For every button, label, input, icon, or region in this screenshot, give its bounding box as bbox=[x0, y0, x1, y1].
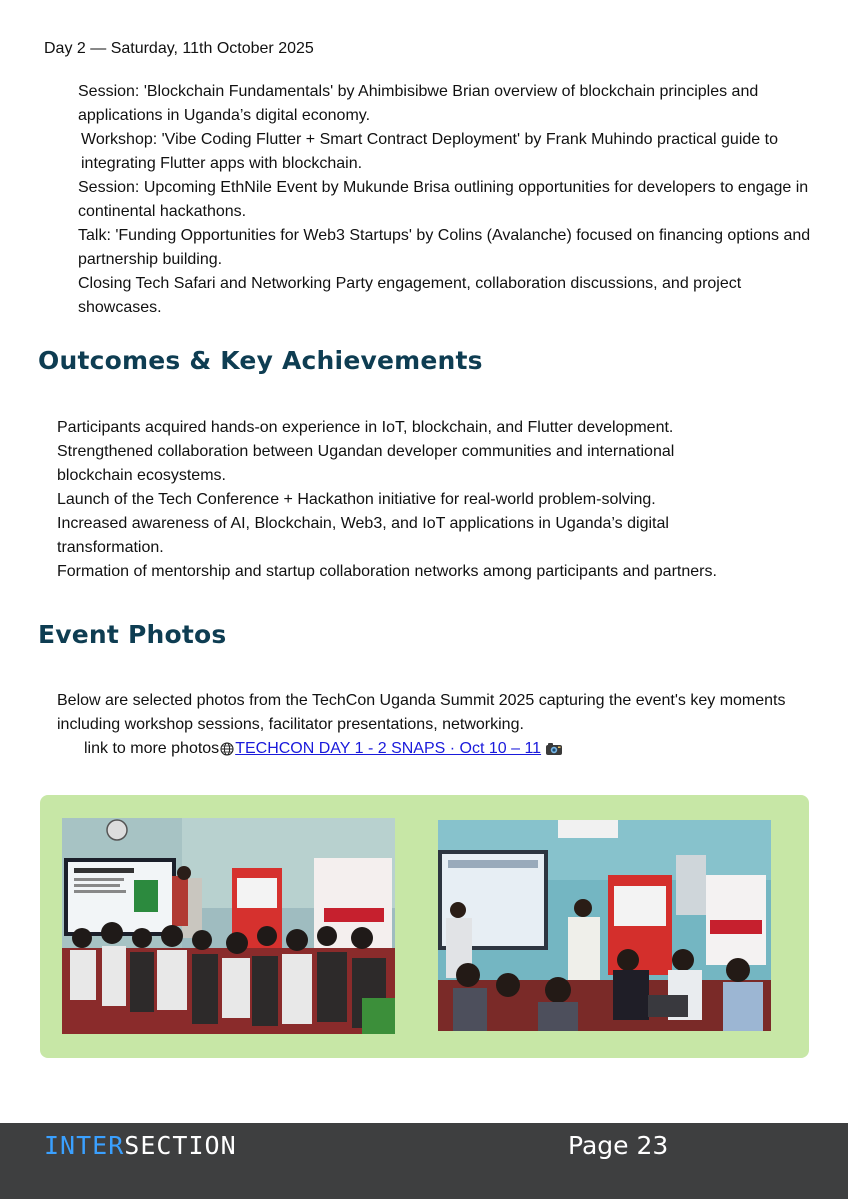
session-list bbox=[78, 80, 818, 320]
outcome-item: Increased awareness of AI, Blockchain, Web3, and IoT applications in Uganda’s digital transformation. bbox=[57, 515, 669, 556]
outcomes-heading: Outcomes & Key Achievements bbox=[38, 346, 483, 375]
session-item: Session: 'Blockchain Fundamentals' by Ahimbisibwe Brian overview of blockchain principles and applications in Uganda’s digital economy. bbox=[78, 83, 759, 124]
outcomes-list bbox=[57, 416, 797, 584]
outcome-item: Launch of the Tech Conference + Hackathon initiative for real-world problem-solving. bbox=[57, 491, 656, 508]
page-footer bbox=[0, 1123, 848, 1199]
camera-icon bbox=[545, 740, 563, 764]
photo-gallery bbox=[40, 795, 809, 1058]
event-photo-presentation bbox=[62, 818, 395, 1034]
session-item: Session: Upcoming EthNile Event by Mukunde Brisa outlining opportunities for developers to engage in continental hackathons. bbox=[78, 179, 809, 220]
day-heading: Day 2 — Saturday, 11th October 2025 bbox=[44, 40, 314, 57]
page-number: Page 23 bbox=[568, 1131, 669, 1160]
outcome-item: Participants acquired hands-on experience in IoT, blockchain, and Flutter development. bbox=[57, 419, 674, 436]
event-photos-heading: Event Photos bbox=[38, 620, 227, 649]
photos-link[interactable]: TECHCON DAY 1 - 2 SNAPS · Oct 10 – 11 bbox=[235, 740, 542, 757]
outcome-item: Formation of mentorship and startup collaboration networks among participants and partners. bbox=[57, 563, 717, 580]
photos-intro: Below are selected photos from the TechCon Uganda Summit 2025 capturing the event's key moments including workshop sessions, facilitator presentations, networking. bbox=[57, 692, 786, 733]
outcome-item: Strengthened collaboration between Ugandan developer communities and international blockchain ecosystems. bbox=[57, 443, 675, 484]
session-item: Talk: 'Funding Opportunities for Web3 Startups' by Colins (Avalanche) focused on financing options and partnership building. bbox=[78, 227, 811, 268]
globe-icon bbox=[220, 740, 234, 764]
photos-link-line bbox=[84, 737, 563, 764]
session-item: Closing Tech Safari and Networking Party engagement, collaboration discussions, and project showcases. bbox=[78, 275, 742, 316]
brand-logo: INTERSECTION bbox=[44, 1131, 237, 1160]
photos-link-prefix: link to more photos bbox=[84, 740, 220, 757]
event-photo-speaker bbox=[438, 820, 771, 1031]
session-item: Workshop: 'Vibe Coding Flutter + Smart Contract Deployment' by Frank Muhindo practical guide to integrating Flutter apps with blockchain. bbox=[81, 131, 778, 172]
